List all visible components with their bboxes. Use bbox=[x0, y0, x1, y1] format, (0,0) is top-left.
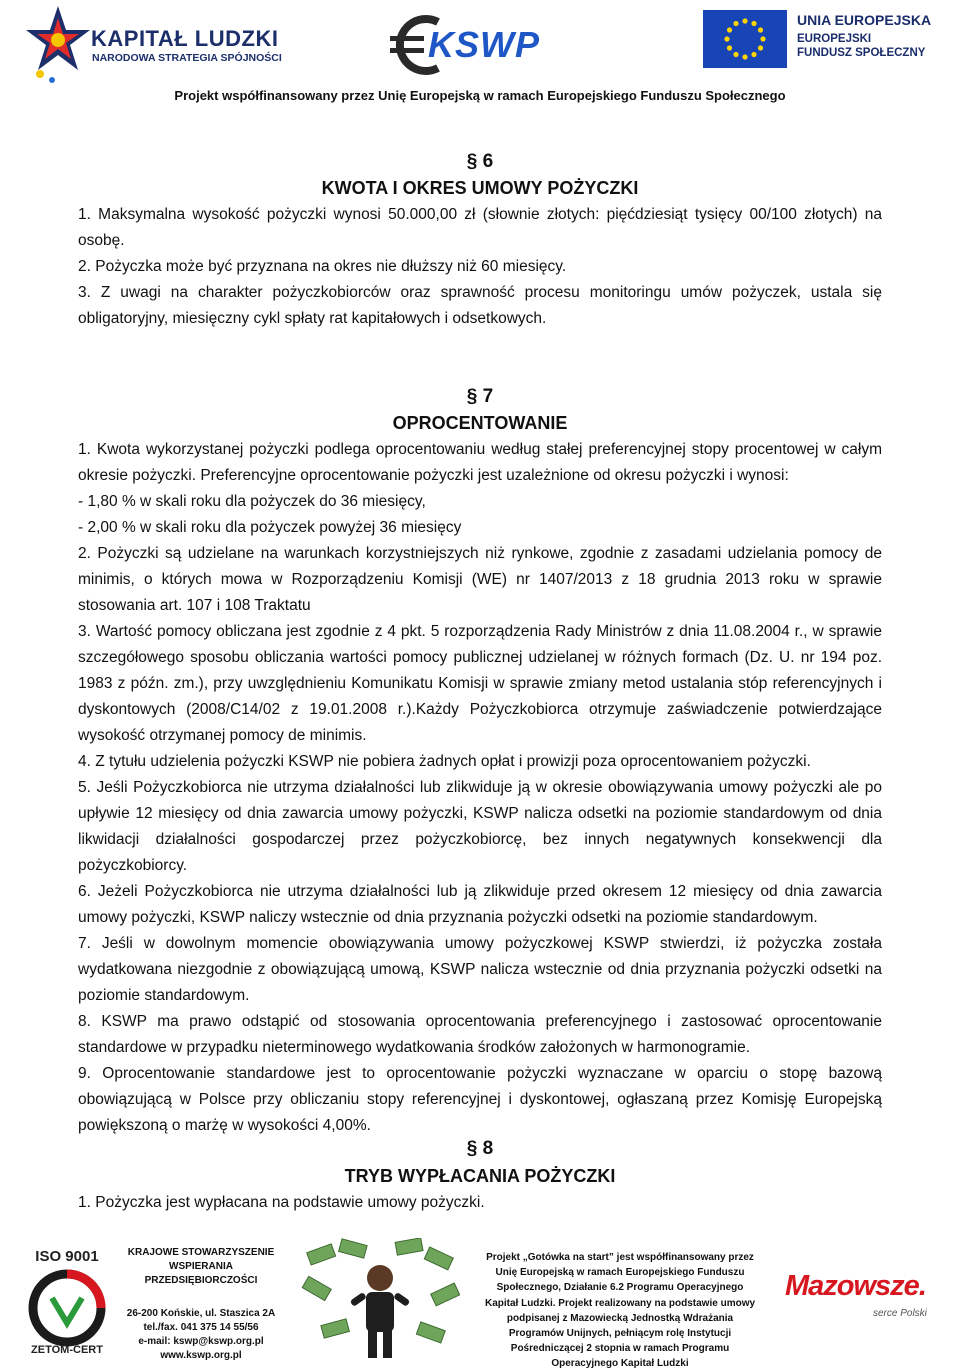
kswp-logo bbox=[388, 10, 548, 80]
project-line: Operacyjnego Kapitał Ludzki bbox=[551, 1358, 689, 1370]
project-line: Projekt „Gotówka na start” jest współfinansowany przez bbox=[486, 1252, 754, 1263]
iso-certificate-logo bbox=[22, 1240, 112, 1362]
page-footer bbox=[0, 1232, 960, 1370]
logo-right-line2: EUROPEJSKI bbox=[797, 33, 872, 45]
section7-item9: 9. Oprocentowanie standardowe jest to oprocentowanie pożyczki wyznaczane w oparciu o stopę bazową obowiązującą w Polsce przy obliczaniu stopy referencyjnej i dyskontowej, ogłaszaną przez Komisję Europejską powiększoną o marżę w wysokości 4,00%. bbox=[78, 1065, 882, 1135]
section7-title: OPROCENTOWANIE bbox=[392, 413, 568, 433]
org-email[interactable]: e-mail: kswp@kswp.org.pl bbox=[138, 1335, 264, 1347]
project-line: Programów Unijnych, pełniącym rolę Instytucji bbox=[508, 1328, 732, 1340]
logo-left-line1: KAPITAŁ LUDZKI bbox=[91, 26, 279, 51]
cofinancing-note: Projekt współfinansowany przez Unię Europejską w ramach Europejskiego Funduszu Społecznego bbox=[174, 88, 786, 103]
star-icon bbox=[26, 4, 90, 86]
project-line: Społecznego, Działanie 6.2 Programu Operacyjnego bbox=[496, 1282, 744, 1294]
eu-logo bbox=[703, 10, 943, 80]
section8-item1: 1. Pożyczka jest wypłacana na podstawie umowy pożyczki. bbox=[78, 1194, 485, 1211]
section7-rate1: - 1,80 % w skali roku dla pożyczek do 36 miesięcy, bbox=[78, 493, 426, 510]
section7-item1: 1. Kwota wykorzystanej pożyczki podlega oprocentowaniu według stałej preferencyjnej stopy procentowej w całym okresie pożyczki. Preferencyjne oprocentowanie pożyczki jest uzależnione od okresu pożyczki i wynosi: bbox=[78, 441, 882, 485]
org-name-line1: KRAJOWE STOWARZYSZENIE bbox=[127, 1247, 275, 1258]
section6-number: § 6 bbox=[466, 151, 494, 172]
project-line: Pośredniczącej 2 stopnia w ramach Programu bbox=[510, 1343, 730, 1355]
page-header bbox=[0, 0, 960, 110]
mazowsze-subtitle: serce Polski bbox=[873, 1308, 927, 1319]
section7-item2: 2. Pożyczki są udzielane na warunkach korzystniejszych niż rynkowe, zgodnie z zasadami udzielania pomocy de minimis, o których mowa w Rozporządzeniu Komisji (WE) nr 1407/2013 z 18 grudnia 2013 roku w sprawie stosowania art. 107 i 108 Traktatu bbox=[78, 545, 882, 615]
money-man-illustration bbox=[300, 1238, 460, 1362]
org-website[interactable]: www.kswp.org.pl bbox=[160, 1349, 242, 1361]
section8-number: § 8 bbox=[466, 1138, 494, 1159]
project-line: Kapitał Ludzki. Projekt realizowany na podstawie umowy bbox=[484, 1297, 756, 1309]
org-address: 26-200 Końskie, ul. Staszica 2A bbox=[126, 1308, 276, 1320]
org-name-line2: WSPIERANIA bbox=[169, 1260, 233, 1272]
section6-item3: 3. Z uwagi na charakter pożyczkobiorców oraz sprawność procesu monitoringu umów pożyczek, ustala się obligatoryjny, miesięczny cykl spłaty rat kapitałowych i odsetkowych. bbox=[78, 284, 882, 328]
logo-right-line1: UNIA EUROPEJSKA bbox=[797, 12, 932, 28]
section7-item4: 4. Z tytułu udzielenia pożyczki KSWP nie pobiera żadnych opłat i prowizji poza oprocentowaniem pożyczki. bbox=[78, 753, 811, 770]
section7-item7: 7. Jeśli w dowolnym momencie obowiązywania umowy pożyczkowej KSWP stwierdzi, iż pożyczka została wydatkowana niezgodnie z obowiązującą umową, KSWP nalicza wstecznie od dnia przyznania pożyczki odsetki na poziomie standardowym. bbox=[78, 935, 882, 1005]
section8-title: TRYB WYPŁACANIA POŻYCZKI bbox=[344, 1166, 616, 1186]
organization-info bbox=[120, 1246, 282, 1363]
section7-item6: 6. Jeżeli Pożyczkobiorca nie utrzyma działalności lub ją zlikwiduje przed okresem 12 miesięcy od dnia zawarcia umowy pożyczki, KSWP naliczy wstecznie od dnia przyznania pożyczki odsetki na poziomie standardowym. bbox=[78, 883, 882, 927]
section7-number: § 7 bbox=[466, 386, 494, 407]
logo-left-line2: NARODOWA STRATEGIA SPÓJNOŚCI bbox=[92, 52, 282, 64]
logo-center-text: KSWP bbox=[428, 24, 540, 65]
mazowsze-logo-text: Mazowsze. bbox=[785, 1270, 926, 1302]
section7-rate2: - 2,00 % w skali roku dla pożyczek powyżej 36 miesięcy bbox=[78, 519, 462, 536]
logo-right-lines bbox=[797, 32, 925, 60]
project-line: podpisanej z Mazowiecką Jednostką Wdrażania bbox=[506, 1312, 734, 1324]
project-info bbox=[470, 1250, 770, 1372]
section6-item2: 2. Pożyczka może być przyznana na okres nie dłuższy niż 60 miesięcy. bbox=[78, 258, 567, 275]
section7-item3: 3. Wartość pomocy obliczana jest zgodnie z 4 pkt. 5 rozporządzenia Rady Ministrów z dnia 11.08.2004 r., w sprawie szczegółowego sposobu obliczania wartości pomocy publicznej udzielanej w różnych formach (Dz. U. nr 194 poz. 1983 z późn. zm.), przy uwzględnieniu Komunikatu Komisji w sprawie zmiany metod ustalania stóp referencyjnych i dyskontowych (2008/C14/02 z 19.01.2008 r.).Każdy Pożyczkobiorca otrzymuje zaświadczenie potwierdzające wysokość otrzymanej pomocy de minimis. bbox=[78, 623, 882, 745]
section6-item1: 1. Maksymalna wysokość pożyczki wynosi 50.000,00 zł (słownie złotych: pięćdziesiąt tysięcy 00/100 złotych) na osobę. bbox=[78, 206, 882, 250]
project-line: Unię Europejską w ramach Europejskiego Funduszu bbox=[495, 1267, 745, 1279]
org-name-line3: PRZEDSIĘBIORCZOŚCI bbox=[144, 1274, 258, 1286]
eu-flag-icon bbox=[703, 10, 787, 68]
org-phone: tel./fax. 041 375 14 55/56 bbox=[143, 1322, 259, 1334]
section6-title: KWOTA I OKRES UMOWY POŻYCZKI bbox=[321, 178, 639, 198]
logo-right-line3: FUNDUSZ SPOŁECZNY bbox=[797, 47, 926, 59]
mazowsze-logo bbox=[785, 1266, 935, 1326]
section7-item5: 5. Jeśli Pożyczkobiorca nie utrzyma działalności lub zlikwiduje ją w okresie obowiązywania umowy pożyczki ale po upływie 12 miesięcy od dnia zawarcia umowy pożyczki, KSWP nalicza odsetki na poziomie standardowym od dnia likwidacji działalności gospodarczej przez pożyczkobiorcę, bez innych negatywnych konsekwencji dla pożyczkobiorcy. bbox=[78, 779, 882, 875]
iso-cert-label: ZETOM-CERT bbox=[31, 1344, 103, 1356]
iso-emblem-icon bbox=[22, 1268, 112, 1348]
kapital-ludzki-logo bbox=[26, 4, 286, 86]
section7-item8: 8. KSWP ma prawo odstąpić od stosowania oprocentowania preferencyjnego i zastosować oprocentowanie standardowe w przypadku nieterminowego wydatkowania środków założonych w harmonogramie. bbox=[78, 1013, 882, 1057]
iso-label: ISO 9001 bbox=[35, 1248, 99, 1265]
